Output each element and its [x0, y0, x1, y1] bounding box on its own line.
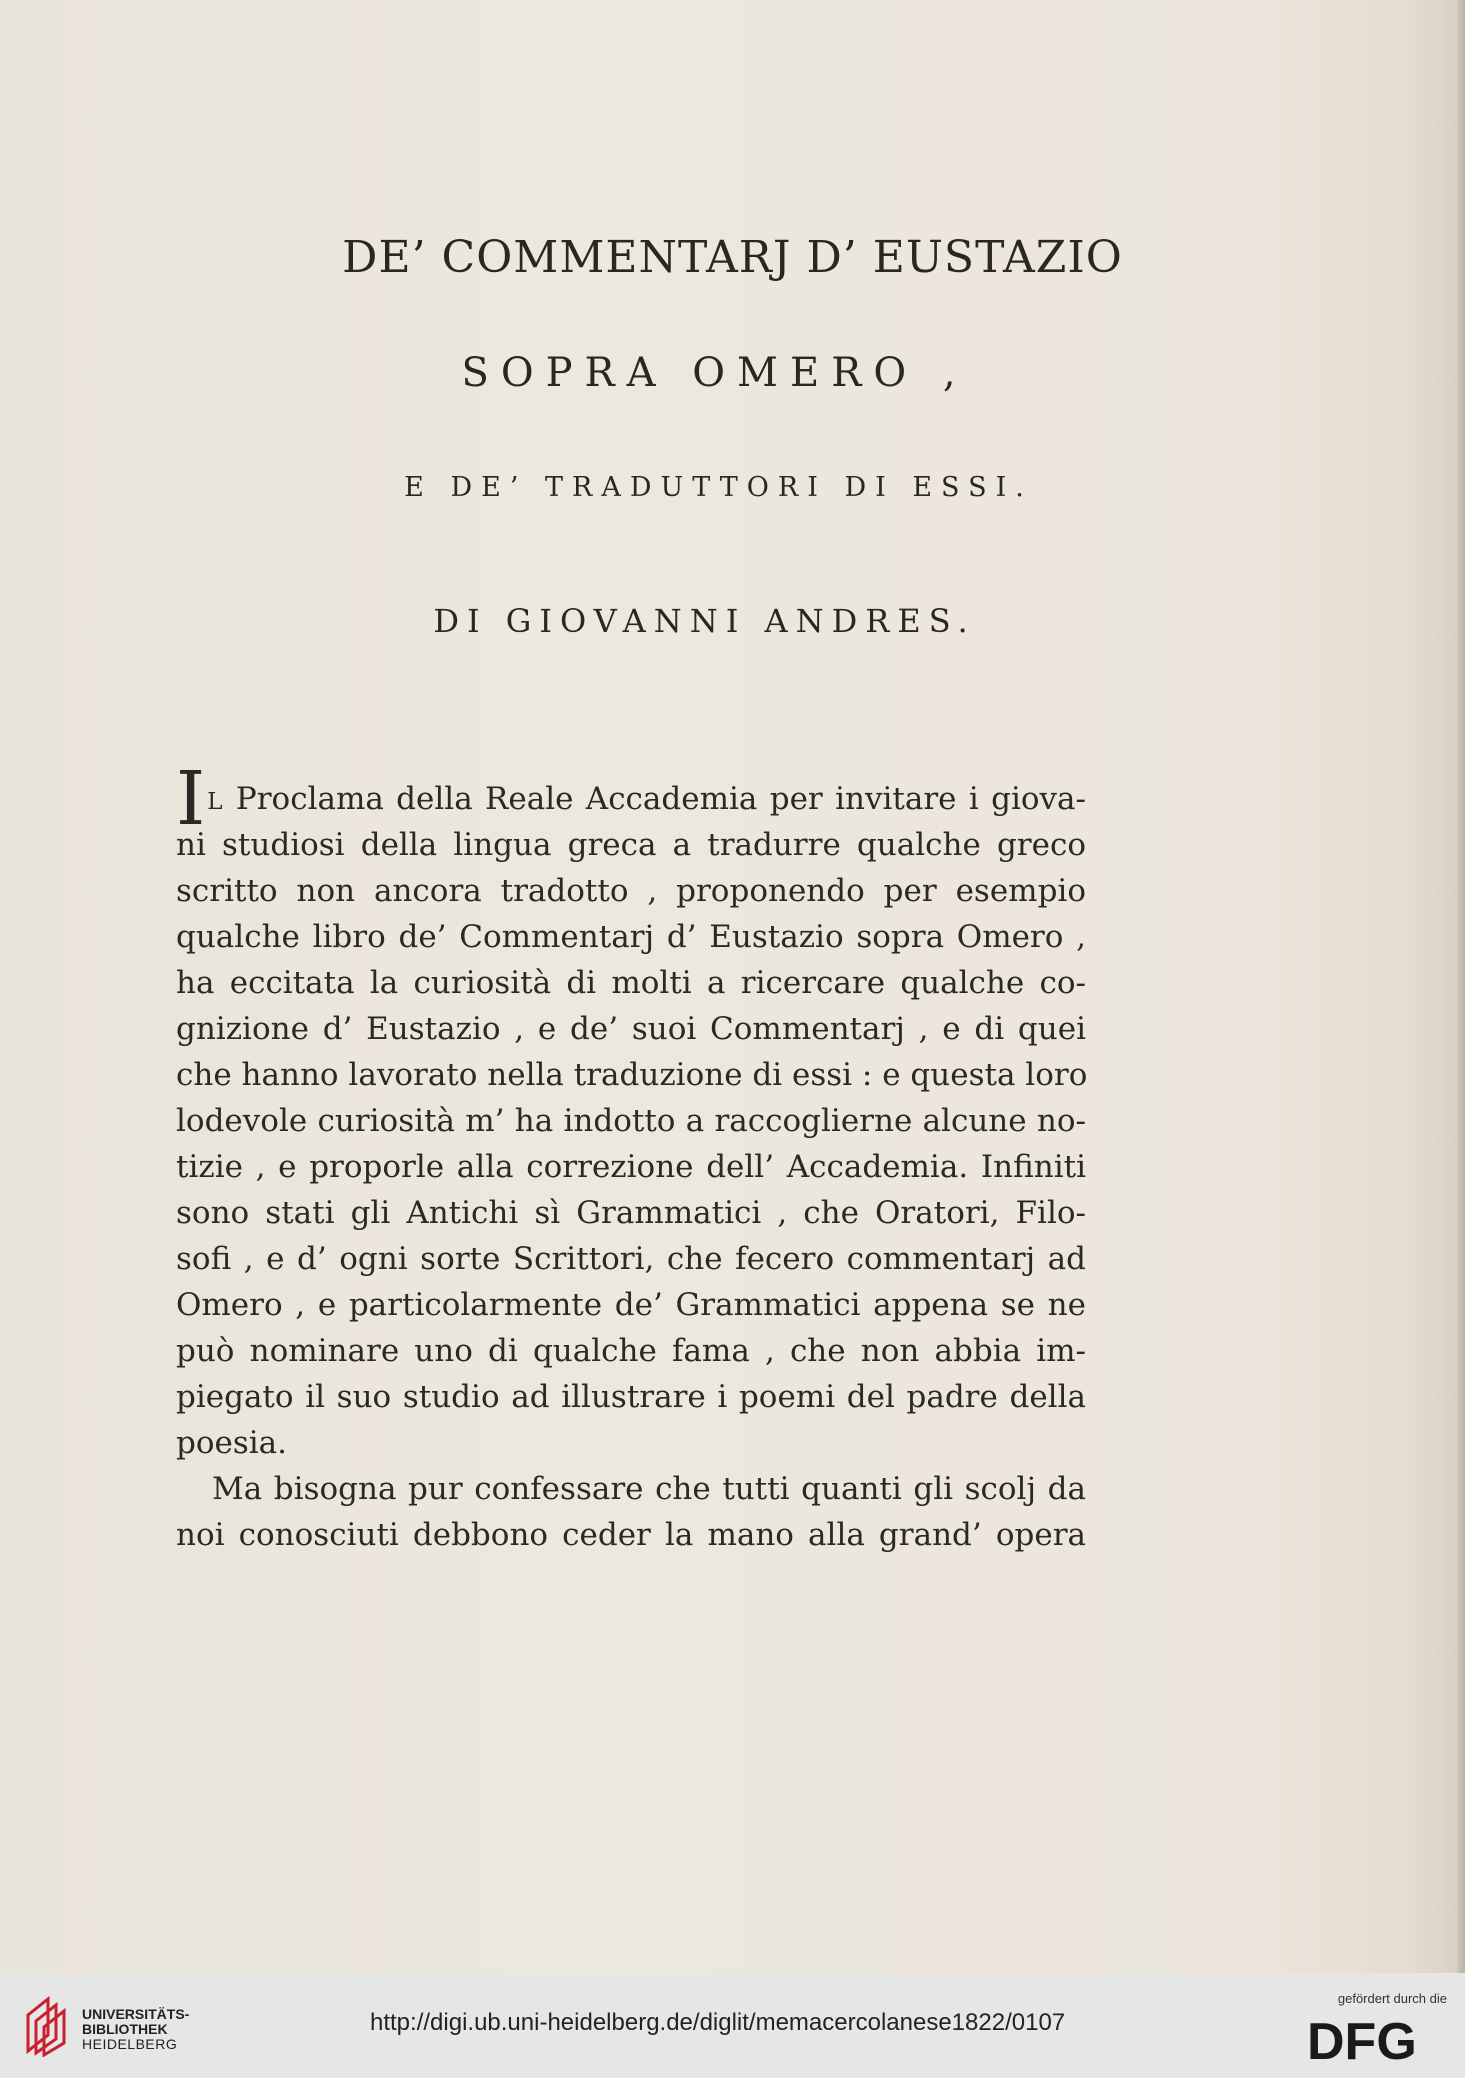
paragraph-line: [176, 1466, 1086, 1512]
paragraph-line: Omero , e particolarmente de’ Grammatici appena se ne: [176, 1287, 1086, 1323]
paragraph-line: sono stati gli Antichi sì Grammatici , che Oratori, Filo-: [176, 1195, 1086, 1231]
paragraph-line: sofi , e d’ ogni sorte Scrittori, che fecero commentarj ad: [176, 1241, 1086, 1277]
title-line-3: E DE’ TRADUTTORI DI ESSI.: [404, 472, 1033, 503]
library-name-line: HEIDELBERG: [82, 2036, 178, 2052]
paragraph-line: ni studiosi della lingua greca a tradurre qualche greco: [176, 827, 1086, 863]
small-caps-letter: L: [207, 789, 224, 815]
paragraph-line: poesia.: [176, 1425, 288, 1461]
paragraph-line: lodevole curiosità m’ ha indotto a raccoglierne alcune no-: [176, 1103, 1086, 1139]
paragraph-1: [176, 756, 1088, 1466]
footer-bar: [0, 1973, 1465, 2078]
funded-by-label: gefördert durch die: [1337, 1991, 1447, 2006]
permalink-url[interactable]: http://digi.ub.uni-heidelberg.de/diglit/memacercolanese1822/0107: [370, 2009, 1066, 2036]
title-line-1: DE’ COMMENTARJ D’ EUSTAZIO: [342, 232, 1123, 283]
library-name: [82, 2007, 189, 2052]
page-edge: [1457, 0, 1465, 1973]
paragraph-line: piegato il suo studio ad illustrare i poemi del padre della: [176, 1379, 1086, 1415]
dfg-logo-text: DFG: [1307, 2015, 1417, 2065]
drop-cap: I: [176, 756, 206, 842]
paragraph-line: noi conosciuti debbono ceder la mano alla grand’ opera: [176, 1517, 1086, 1553]
paragraph-line: gnizione d’ Eustazio , e de’ suoi Commentarj , e di quei: [176, 1011, 1086, 1047]
library-name-line: BIBLIOTHEK: [82, 2021, 168, 2037]
library-logo-icon: [22, 1993, 72, 2057]
line-text: Proclama della Reale Accademia per invitare i giova-: [223, 781, 1086, 817]
dfg-logo: [1307, 2015, 1447, 2065]
paragraph-2: [176, 1466, 1086, 1558]
paragraph-line: scritto non ancora tradotto , proponendo per esempio: [176, 873, 1086, 909]
library-name-line: UNIVERSITÄTS-: [82, 2006, 190, 2022]
paragraph-line: [176, 756, 1086, 842]
paragraph-line: tizie , e proporle alla correzione dell’ Accademia. Infiniti: [176, 1149, 1086, 1185]
paragraph-line: qualche libro de’ Commentarj d’ Eustazio sopra Omero ,: [176, 919, 1086, 955]
line-text: Ma bisogna pur confessare che tutti quanti gli scolj da: [212, 1471, 1086, 1507]
paragraph-line: che hanno lavorato nella traduzione di essi : e questa loro: [176, 1057, 1088, 1093]
author-line: DI GIOVANNI ANDRES.: [433, 602, 976, 640]
title-line-2: SOPRA OMERO ,: [461, 350, 968, 396]
paragraph-line: può nominare uno di qualche fama , che non abbia im-: [176, 1333, 1086, 1369]
paragraph-line: ha eccitata la curiosità di molti a ricercare qualche co-: [176, 965, 1086, 1001]
